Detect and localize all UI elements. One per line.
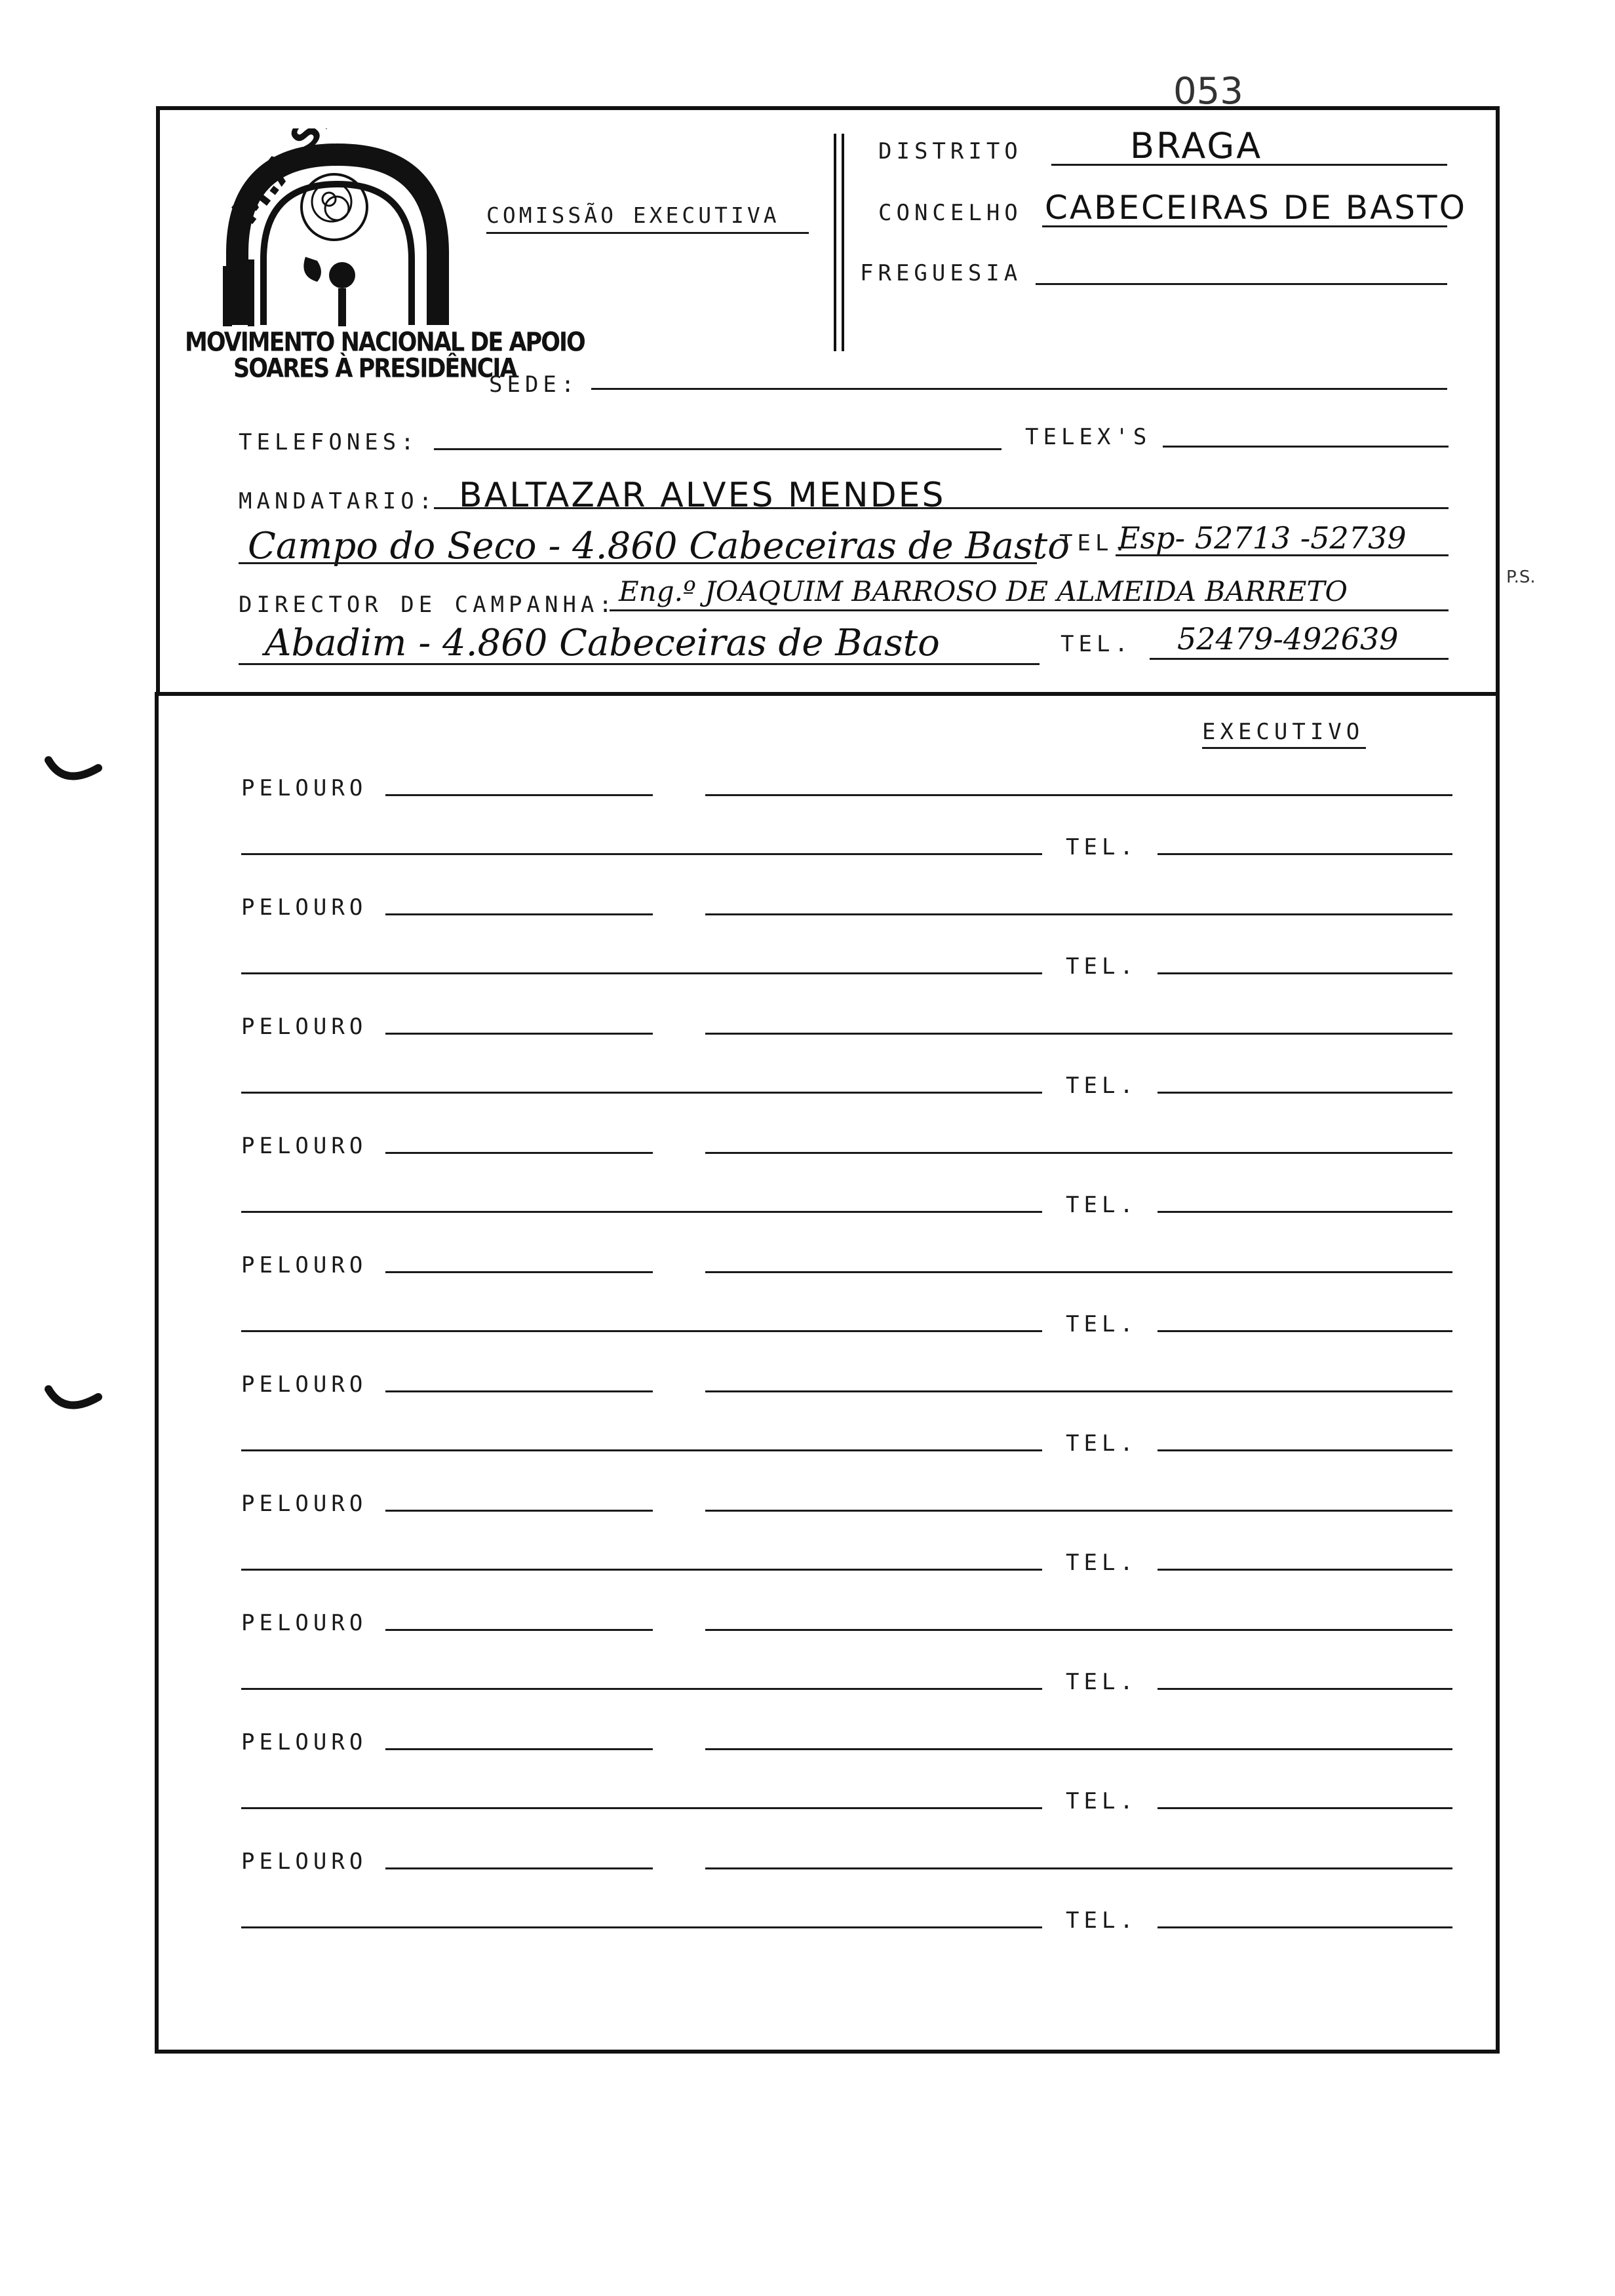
binder-hole-mark-bottom (45, 1383, 104, 1422)
pelouro-field[interactable] (385, 913, 653, 915)
mandatario-tel-value: Esp- 52713 -52739 (1118, 520, 1407, 556)
pelouro-label: PELOURO (241, 1252, 368, 1278)
pelouro-field[interactable] (385, 1271, 653, 1273)
pelouro-tel-label: TEL. (1066, 834, 1138, 860)
pelouro-label: PELOURO (241, 1491, 368, 1517)
pelouro-name-field[interactable] (705, 794, 1452, 796)
pelouro-field[interactable] (385, 1629, 653, 1631)
pelouro-tel-field[interactable] (1158, 1569, 1452, 1571)
director-tel-value: 52479-492639 (1177, 621, 1399, 657)
pelouro-label: PELOURO (241, 1610, 368, 1636)
pelouro-name-field[interactable] (705, 913, 1452, 915)
pelouro-tel-field[interactable] (1158, 853, 1452, 855)
pelouro-label: PELOURO (241, 1729, 368, 1755)
director-value: Eng.º JOAQUIM BARROSO DE ALMEIDA BARRETO (619, 575, 1348, 607)
freguesia-field[interactable] (1036, 283, 1447, 285)
director-tel-label: TEL. (1060, 631, 1133, 657)
pelouro-tel-field[interactable] (1158, 1092, 1452, 1094)
pelouro-tel-field[interactable] (1158, 1688, 1452, 1690)
pelouro-tel-label: TEL. (1066, 1430, 1138, 1457)
pelouro-field[interactable] (385, 1152, 653, 1154)
mandatario-tel-field[interactable] (1116, 554, 1449, 556)
pelouro-tel-field[interactable] (1158, 1449, 1452, 1451)
executivo-heading-underline (1202, 747, 1366, 749)
mandatario-field[interactable] (434, 507, 1449, 509)
pelouro-address-field[interactable] (241, 1926, 1042, 1928)
pelouro-tel-label: TEL. (1066, 953, 1138, 980)
director-label: DIRECTOR DE CAMPANHA: (239, 592, 617, 618)
pelouro-tel-field[interactable] (1158, 1807, 1452, 1809)
telefones-label: TELEFONES: (239, 429, 419, 455)
pelouro-name-field[interactable] (705, 1271, 1452, 1273)
pelouro-address-field[interactable] (241, 1688, 1042, 1690)
pelouro-name-field[interactable] (705, 1748, 1452, 1750)
pelouro-label: PELOURO (241, 1371, 368, 1398)
binder-hole-mark-top (45, 754, 104, 793)
pelouro-name-field[interactable] (705, 1867, 1452, 1869)
pelouro-field[interactable] (385, 1510, 653, 1512)
pelouro-address-field[interactable] (241, 1092, 1042, 1094)
telefones-field[interactable] (434, 448, 1002, 450)
header-title-underline (486, 232, 809, 234)
logo-acronym: M.A.S.P. (224, 128, 361, 233)
pelouro-tel-label: TEL. (1066, 1192, 1138, 1218)
director-address: Abadim - 4.860 Cabeceiras de Basto (265, 622, 940, 664)
pelouro-field[interactable] (385, 1390, 653, 1392)
pelouro-field[interactable] (385, 794, 653, 796)
pelouro-address-field[interactable] (241, 1330, 1042, 1332)
header-title: COMISSÃO EXECUTIVA (486, 202, 780, 228)
director-address-field[interactable] (239, 663, 1040, 665)
mandatario-address-field[interactable] (239, 562, 1037, 564)
pelouro-label: PELOURO (241, 1848, 368, 1875)
pelouro-address-field[interactable] (241, 853, 1042, 855)
logo-line2: SOARES À PRESIDÊNCIA (233, 354, 516, 384)
telex-field[interactable] (1163, 446, 1449, 448)
logo-line1: MOVIMENTO NACIONAL DE APOIO (185, 328, 585, 358)
pelouro-label: PELOURO (241, 894, 368, 921)
mandatario-tel-label: TEL. (1059, 530, 1131, 556)
pelouro-address-field[interactable] (241, 1449, 1042, 1451)
pelouro-name-field[interactable] (705, 1152, 1452, 1154)
director-field[interactable] (610, 609, 1449, 611)
mandatario-label: MANDATARIO: (239, 488, 437, 514)
distrito-label: DISTRITO (878, 138, 1022, 164)
header-separator-left (834, 134, 836, 351)
pelouro-name-field[interactable] (705, 1629, 1452, 1631)
pelouro-tel-label: TEL. (1066, 1669, 1138, 1695)
telex-label: TELEX'S (1025, 424, 1152, 450)
pelouro-tel-field[interactable] (1158, 1211, 1452, 1213)
pelouro-tel-field[interactable] (1158, 1926, 1452, 1928)
director-tel-field[interactable] (1150, 658, 1449, 660)
sede-field[interactable] (591, 388, 1447, 390)
pelouro-field[interactable] (385, 1867, 653, 1869)
pelouro-label: PELOURO (241, 1014, 368, 1040)
mandatario-value: BALTAZAR ALVES MENDES (459, 476, 946, 515)
pelouro-field[interactable] (385, 1748, 653, 1750)
pelouro-label: PELOURO (241, 775, 368, 801)
pelouro-name-field[interactable] (705, 1390, 1452, 1392)
header-separator-right (842, 134, 844, 351)
mandatario-address: Campo do Seco - 4.860 Cabeceiras de Basto (248, 525, 1070, 567)
pelouro-tel-label: TEL. (1066, 1550, 1138, 1576)
pelouro-name-field[interactable] (705, 1033, 1452, 1035)
distrito-field[interactable] (1051, 164, 1447, 166)
pelouro-address-field[interactable] (241, 1211, 1042, 1213)
pelouro-tel-label: TEL. (1066, 1311, 1138, 1337)
executivo-heading: EXECUTIVO (1202, 719, 1365, 745)
pelouro-address-field[interactable] (241, 1569, 1042, 1571)
pelouro-address-field[interactable] (241, 972, 1042, 974)
pelouro-tel-label: TEL. (1066, 1907, 1138, 1934)
distrito-value: BRAGA (1130, 125, 1263, 166)
margin-note: P.S. (1506, 567, 1536, 587)
pelouro-tel-field[interactable] (1158, 972, 1452, 974)
pelouro-tel-label: TEL. (1066, 1073, 1138, 1099)
pelouro-tel-field[interactable] (1158, 1330, 1452, 1332)
freguesia-label: FREGUESIA (860, 260, 1022, 286)
concelho-label: CONCELHO (878, 200, 1022, 226)
pelouro-tel-label: TEL. (1066, 1788, 1138, 1814)
pelouro-name-field[interactable] (705, 1510, 1452, 1512)
pelouro-label: PELOURO (241, 1133, 368, 1159)
pelouro-field[interactable] (385, 1033, 653, 1035)
pelouro-address-field[interactable] (241, 1807, 1042, 1809)
page-number: 053 (1173, 70, 1243, 113)
sede-label: SEDE: (489, 372, 579, 398)
concelho-value: CABECEIRAS DE BASTO (1045, 189, 1467, 227)
concelho-field[interactable] (1042, 225, 1447, 227)
